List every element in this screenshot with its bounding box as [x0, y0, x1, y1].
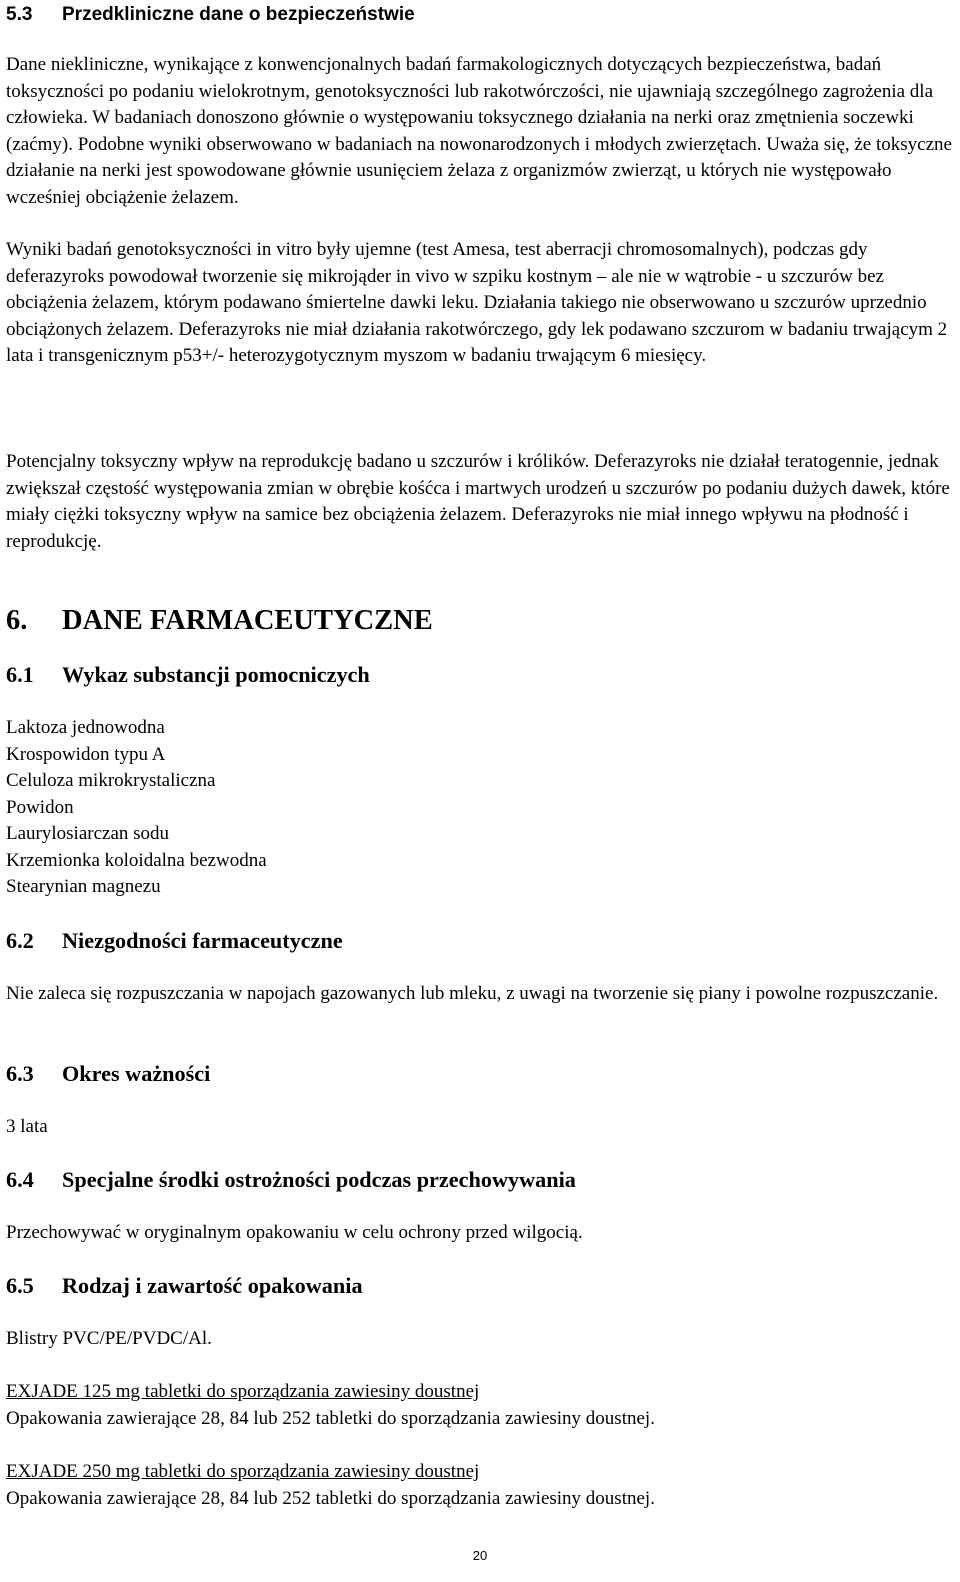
- section-number: 6.1: [6, 662, 34, 687]
- section-number: 5.3: [6, 4, 33, 25]
- pack-description: Opakowania zawierające 28, 84 lub 252 tabletki do sporządzania zawiesiny doustnej.: [6, 1407, 655, 1429]
- section-6-4-heading: [6, 1167, 956, 1194]
- shelf-life-text: 3 lata: [6, 1116, 48, 1137]
- pack-125mg: [6, 1379, 956, 1432]
- section-6-heading: [6, 605, 956, 636]
- section-6-3-heading: [6, 1061, 956, 1088]
- list-item: Powidon: [6, 796, 74, 818]
- storage-text: Przechowywać w oryginalnym opakowaniu w celu ochrony przed wilgocią.: [6, 1222, 583, 1243]
- section-6-2-heading: [6, 928, 956, 955]
- list-item: Krzemionka koloidalna bezwodna: [6, 849, 267, 871]
- pack-250mg: [6, 1459, 956, 1512]
- reproduction-paragraph: Potencjalny toksyczny wpływ na reprodukcję badano u szczurów i królików. Deferazyroks nie działał teratogennie, jednak zwiększał częstość występowania zmian w obrębie kośćca i martwych urodzeń u szczurów po podaniu dużych dawek, które miały ciężki toksyczny wpływ na samice bez obciążenia żelazem. Deferazyroks nie miał innego wpływu na płodność i reprodukcję.: [6, 451, 950, 552]
- section-title: Rodzaj i zawartość opakowania: [62, 1273, 363, 1298]
- section-title: Specjalne środki ostrożności podczas przechowywania: [62, 1167, 576, 1192]
- list-item: Celuloza mikrokrystaliczna: [6, 770, 216, 791]
- section-title: Okres ważności: [62, 1061, 211, 1086]
- pack-title: EXJADE 125 mg tabletki do sporządzania zawiesiny doustnej: [6, 1381, 480, 1402]
- excipients-list: [6, 715, 956, 901]
- section-title: Przedkliniczne dane o bezpieczeństwie: [62, 4, 415, 25]
- section-title: DANE FARMACEUTYCZNE: [62, 605, 433, 636]
- section-number: 6.3: [6, 1061, 34, 1086]
- nonclinical-paragraph: Dane niekliniczne, wynikające z konwencjonalnych badań farmakologicznych dotyczących bezpieczeństwa, badań toksyczności po podaniu wielokrotnym, genotoksyczności lub rakotwórczości, nie ujawniają szczególnego zagrożenia dla człowieka. W badaniach donoszono głównie o występowaniu toksycznego działania na nerki oraz zmętnienia soczewki (zaćmy). Podobne wyniki obserwowano w badaniach na nowonarodzonych i młodych zwierzętach. Uważa się, że toksyczne działanie na nerki jest spowodowane głównie usunięciem żelaza z organizmów zwierząt, u których nie występowało wcześniej obciążenie żelazem.: [6, 54, 952, 208]
- section-number: 6.: [6, 605, 28, 636]
- section-number: 6.5: [6, 1273, 34, 1298]
- pack-title: EXJADE 250 mg tabletki do sporządzania zawiesiny doustnej: [6, 1461, 480, 1482]
- section-6-5-heading: [6, 1273, 956, 1300]
- container-text: Blistry PVC/PE/PVDC/Al.: [6, 1328, 212, 1349]
- list-item: Stearynian magnezu: [6, 876, 161, 897]
- section-6-1-heading: [6, 662, 956, 689]
- list-item: Krospowidon typu A: [6, 743, 166, 765]
- incompatibilities-text: Nie zaleca się rozpuszczania w napojach gazowanych lub mleku, z uwagi na tworzenie się piany i powolne rozpuszczanie.: [6, 983, 939, 1004]
- list-item: Laktoza jednowodna: [6, 717, 165, 738]
- list-item: Laurylosiarczan sodu: [6, 823, 170, 844]
- section-number: 6.2: [6, 928, 34, 953]
- section-number: 6.4: [6, 1167, 34, 1192]
- section-5-3-heading: [6, 2, 415, 28]
- section-title: Niezgodności farmaceutyczne: [62, 928, 343, 953]
- page-number: 20: [472, 1548, 488, 1563]
- pack-description: Opakowania zawierające 28, 84 lub 252 tabletki do sporządzania zawiesiny doustnej.: [6, 1487, 655, 1509]
- section-title: Wykaz substancji pomocniczych: [62, 662, 370, 687]
- genotoxicity-paragraph: Wyniki badań genotoksyczności in vitro były ujemne (test Amesa, test aberracji chromosomalnych), podczas gdy deferazyroks powodował tworzenie się mikrojąder in vivo w szpiku kostnym – ale nie w wątrobie - u szczurów bez obciążenia żelazem, którym podawano śmiertelne dawki leku. Działania takiego nie obserwowano u szczurów uprzednio obciążonych żelazem. Deferazyroks nie miał działania rakotwórczego, gdy lek podawano szczurom w badaniu trwającym 2 lata i transgenicznym p53+/- heterozygotycznym myszom w badaniu trwającym 6 miesięcy.: [6, 239, 948, 366]
